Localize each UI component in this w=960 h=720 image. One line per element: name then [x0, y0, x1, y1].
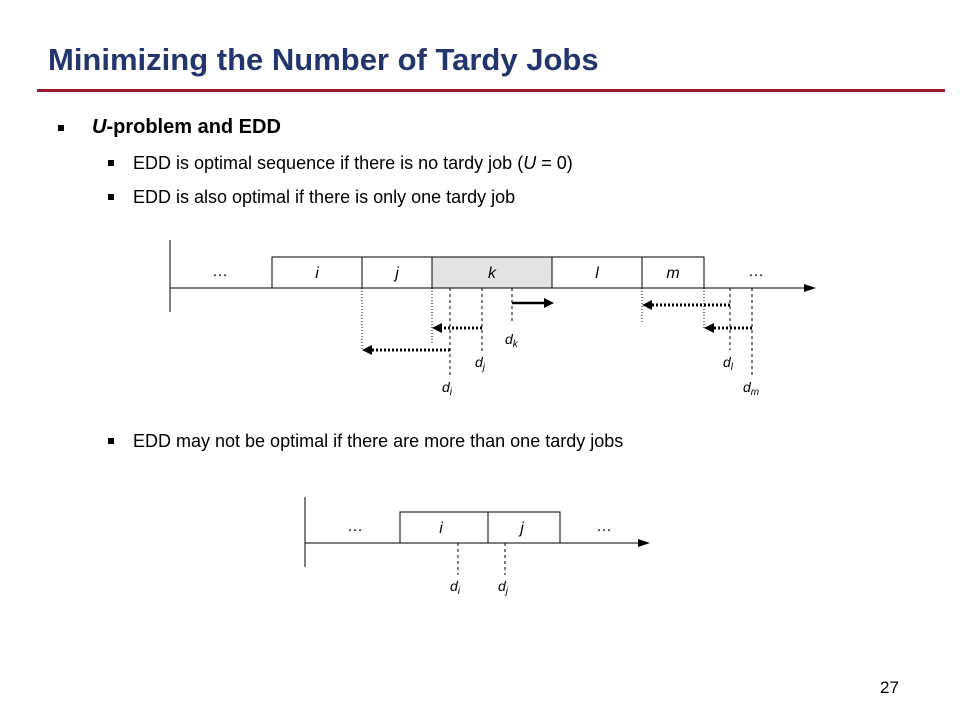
sub-bullet-1-italic: U — [523, 153, 537, 173]
d2-due-label-i: $d_i$ — [450, 578, 461, 597]
d1-due-label-j: $d_j$ — [475, 354, 486, 373]
d1-due-label-m: $d_m$ — [743, 379, 760, 398]
d1-early-arrowhead-l-icon — [642, 300, 652, 310]
d2-ellipsis-left: … — [347, 518, 363, 535]
d2-job-label-j: j — [520, 520, 524, 537]
sub-bullet-1-after: = 0) — [536, 153, 573, 173]
d1-early-arrowhead-j-icon — [432, 323, 442, 333]
d1-early-arrowhead-i-icon — [362, 345, 372, 355]
d1-axis-arrow-icon — [804, 284, 816, 292]
d1-job-label-l: l — [595, 265, 599, 282]
diagram-2 — [305, 497, 650, 597]
d1-due-label-l: $d_l$ — [723, 354, 734, 373]
d1-ellipsis-left: … — [212, 263, 228, 280]
d2-ellipsis-right: … — [596, 518, 612, 535]
d1-job-label-j: j — [395, 265, 399, 282]
sub-bullet-1-before: EDD is optimal sequence if there is no tardy job ( — [133, 153, 524, 173]
d1-ellipsis-right: … — [748, 263, 764, 280]
d2-due-label-j: $d_j$ — [498, 578, 509, 597]
sub-bullet-2-text: EDD is also optimal if there is only one tardy job — [133, 187, 516, 207]
slide-title: Minimizing the Number of Tardy Jobs — [48, 42, 599, 77]
diagram-1 — [170, 240, 816, 398]
d1-due-label-i: $d_i$ — [442, 379, 453, 398]
d1-early-arrowhead-m-icon — [704, 323, 714, 333]
d2-job-label-i: i — [439, 520, 443, 537]
d1-due-label-k: $d_k$ — [505, 331, 518, 350]
d2-job-box-i — [400, 512, 488, 543]
d2-job-box-j — [488, 512, 560, 543]
d1-job-label-m: m — [666, 265, 680, 282]
bullet-italic-u: U — [92, 116, 107, 138]
bullet-text: -problem and EDD — [106, 116, 281, 138]
d1-job-label-k: k — [488, 265, 496, 282]
d1-tardy-arrowhead-icon — [544, 298, 554, 308]
sub-bullet-3-text: EDD may not be optimal if there are more than one tardy jobs — [133, 431, 624, 451]
page-number: 27 — [880, 678, 899, 697]
d1-job-label-i: i — [315, 265, 319, 282]
d2-axis-arrow-icon — [638, 539, 650, 547]
